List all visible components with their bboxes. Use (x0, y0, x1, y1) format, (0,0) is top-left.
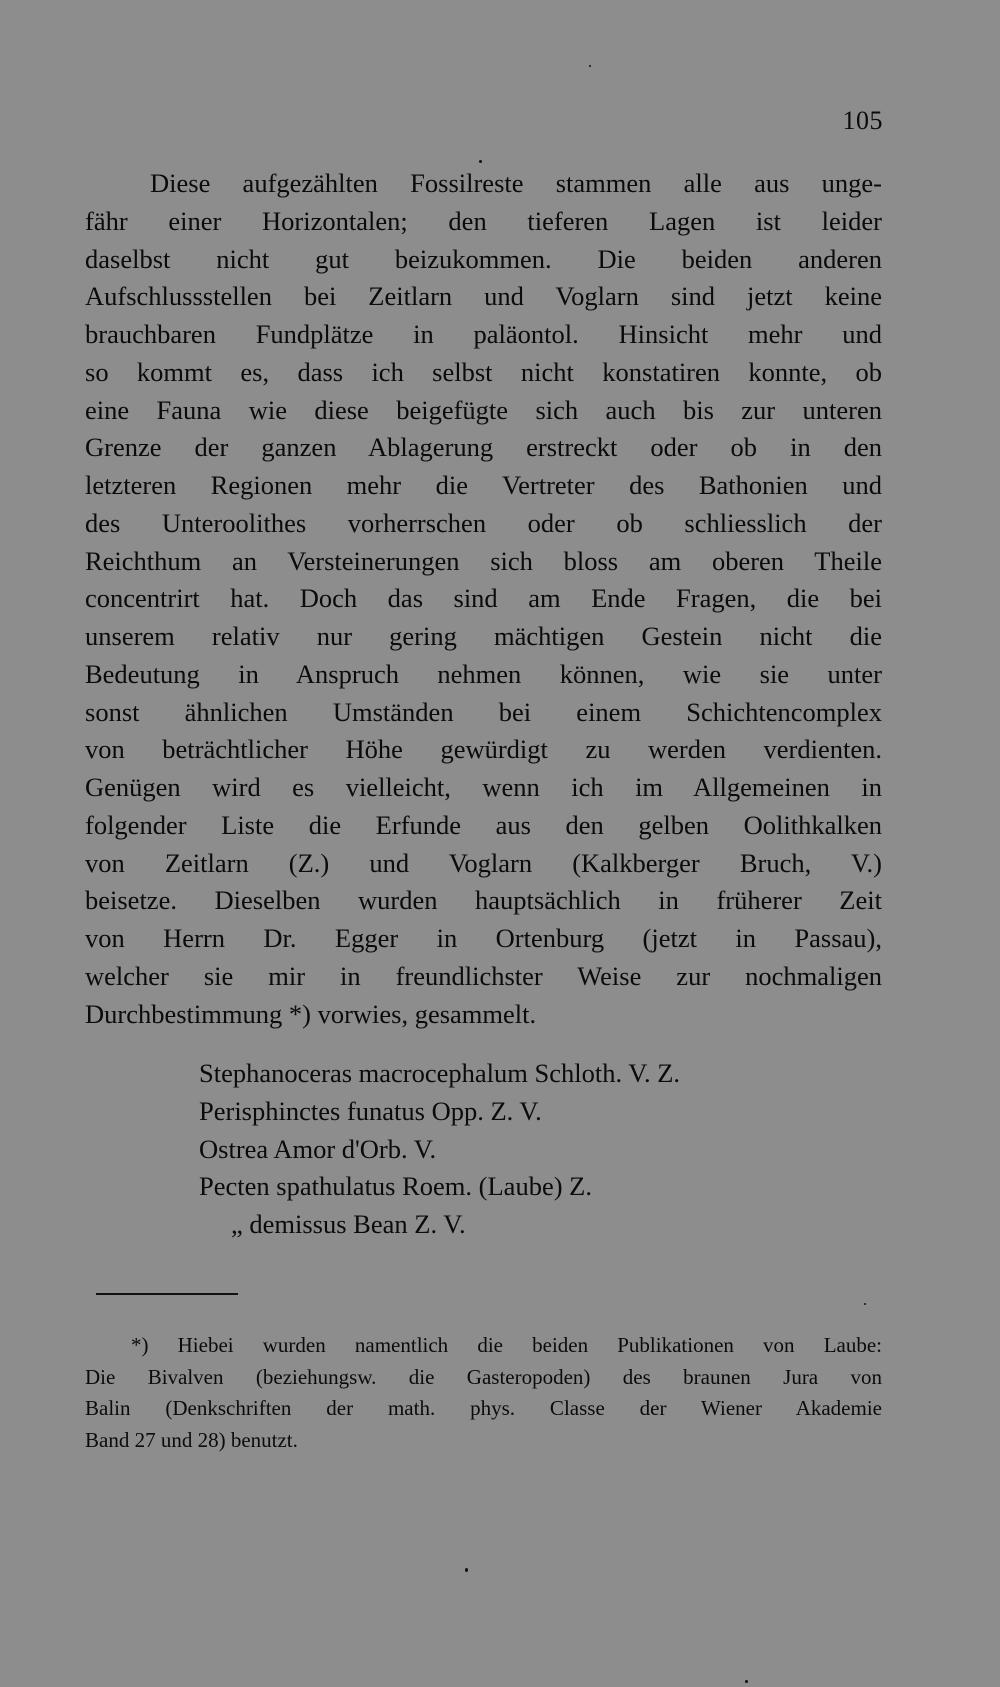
paragraph-line: concentrirt hat. Doch das sind am Ende Fragen, die bei (85, 583, 882, 614)
species-item: Pecten spathulatus Roem. (Laube) Z. (199, 1171, 592, 1202)
paragraph-line: Diese aufgezählten Fossilreste stammen alle aus unge- (150, 168, 882, 198)
species-item: „ demissus Bean Z. V. (231, 1209, 466, 1239)
paragraph-line: unserem relativ nur gering mächtigen Gestein nicht die (85, 621, 882, 651)
species-list (199, 1055, 680, 1244)
scan-speck (465, 1568, 468, 1572)
footnote (85, 1330, 882, 1456)
paragraph-line: fähr einer Horizontalen; den tieferen Lagen ist leider (85, 205, 882, 236)
paragraph-line: Bedeutung in Anspruch nehmen können, wie sie unter (85, 658, 882, 689)
scan-speck (745, 1680, 748, 1683)
paragraph-line: so kommt es, dass ich selbst nicht konstatiren konnte, ob (85, 356, 882, 387)
paragraph-line: Grenze der ganzen Ablagerung erstreckt oder ob in den (85, 432, 882, 463)
species-item: Stephanoceras macrocephalum Schloth. V. Z. (199, 1058, 681, 1088)
paragraph-line: sonst ähnlichen Umständen bei einem Schichtencomplex (85, 696, 882, 727)
scan-speck (864, 1303, 866, 1305)
footnote-line: Balin (Denkschriften der math. phys. Classe der Wiener Akademie (85, 1396, 882, 1420)
species-item: Ostrea Amor d'Orb. V. (199, 1133, 437, 1164)
scan-speck (479, 160, 482, 163)
footnote-line: Band 27 und 28) benutzt. (85, 1427, 298, 1452)
paragraph-line: Genügen wird es vielleicht, wenn ich im Allgemeinen in (85, 772, 882, 802)
paragraph-line: folgender Liste die Erfunde aus den gelben Oolithkalken (85, 809, 882, 840)
paragraph-line: brauchbaren Fundplätze in paläontol. Hinsicht mehr und (85, 319, 882, 349)
paragraph-line: welcher sie mir in freundlichster Weise zur nochmaligen (85, 960, 882, 991)
paragraph-line: daselbst nicht gut beizukommen. Die beiden anderen (85, 243, 882, 274)
species-item: Perisphinctes funatus Opp. Z. V. (199, 1095, 542, 1126)
scan-speck (589, 65, 591, 67)
paragraph-line: Reichthum an Versteinerungen sich bloss am oberen Theile (85, 545, 882, 576)
footnote-line: *) Hiebei wurden namentlich die beiden Publikationen von Laube: (131, 1333, 882, 1357)
paragraph-line: von Zeitlarn (Z.) und Voglarn (Kalkberger Bruch, V.) (85, 847, 882, 878)
page-number: 105 (842, 106, 883, 135)
paragraph-line: von Herrn Dr. Egger in Ortenburg (jetzt in Passau), (85, 923, 882, 953)
main-paragraph (85, 165, 882, 1033)
paragraph-line: beisetze. Dieselben wurden hauptsächlich in früherer Zeit (85, 885, 882, 916)
paragraph-line: eine Fauna wie diese beigefügte sich auch bis zur unteren (85, 394, 882, 425)
paragraph-line: Durchbestimmung *) vorwies, gesammelt. (85, 998, 537, 1029)
footnote-line: Die Bivalven (beziehungsw. die Gasteropoden) des braunen Jura von (85, 1364, 882, 1389)
footnote-separator (96, 1293, 238, 1295)
paragraph-line: Aufschlussstellen bei Zeitlarn und Voglarn sind jetzt keine (85, 281, 882, 312)
paragraph-line: von beträchtlicher Höhe gewürdigt zu werden verdienten. (85, 734, 882, 765)
paragraph-line: des Unteroolithes vorherrschen oder ob schliesslich der (85, 507, 882, 538)
paragraph-line: letzteren Regionen mehr die Vertreter des Bathonien und (85, 470, 882, 500)
